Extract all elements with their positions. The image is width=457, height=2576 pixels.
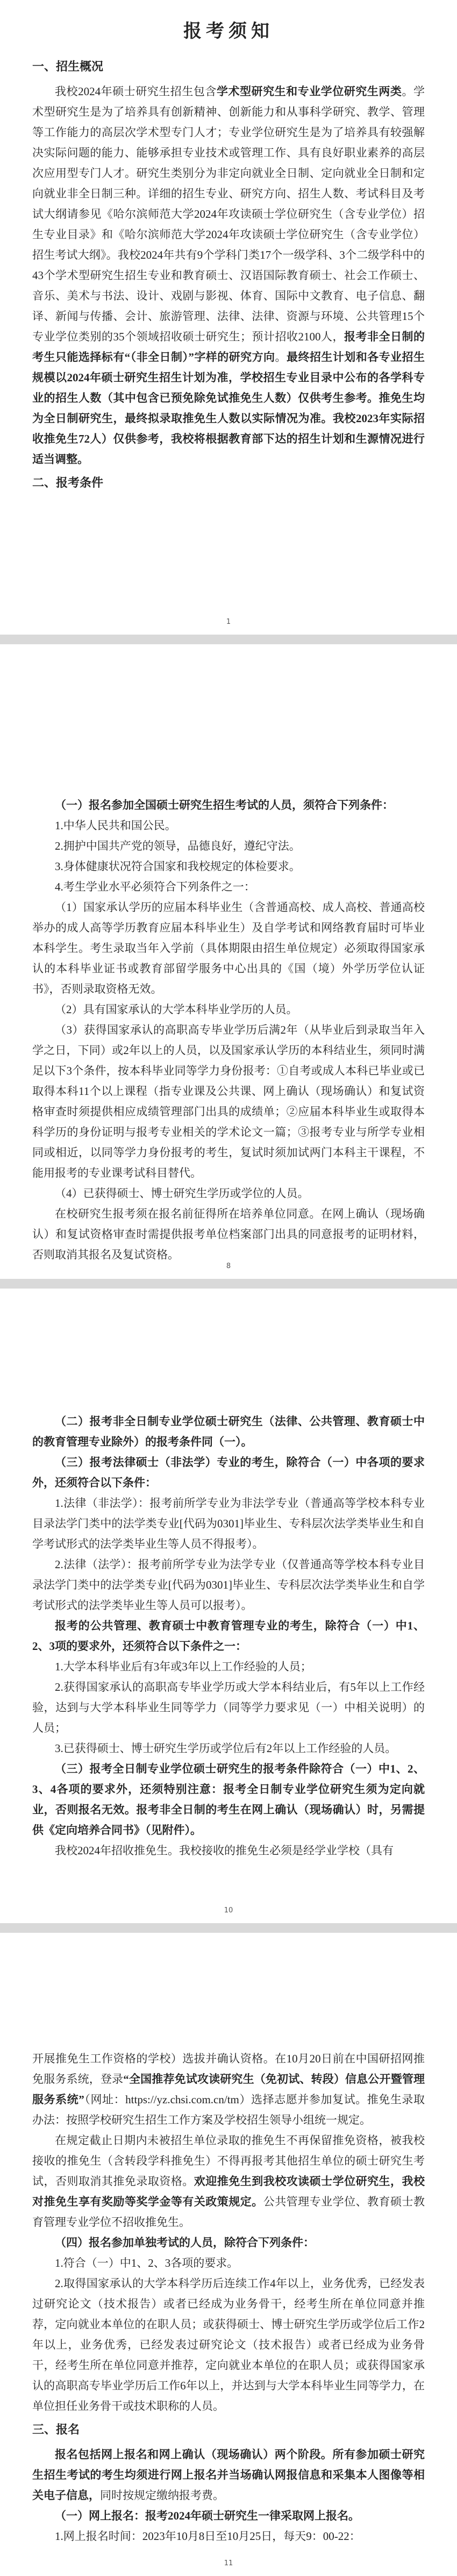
- page-number: 1: [226, 618, 231, 626]
- intro-text-f: 最终招生计划和各专业招生规模以2024年硕士研究生招生计划为准，: [32, 351, 425, 384]
- subheading-independent-exam: （四）报名参加单独考试的人员，除符合下列条件：: [55, 2236, 315, 2249]
- condition-item-2: 2.拥护中国共产党的领导，品德良好，遵纪守法。: [55, 839, 301, 852]
- subheading-online-registration: （一）网上报名：报考2024年硕士研究生一律采取网上报名。: [55, 2509, 360, 2522]
- exemption-continued-paragraph: [32, 2048, 425, 2130]
- cont1-bold-text: “全国推荐免试攻读研究生（免初试、转段）信息公开暨管理服务系统”: [32, 2073, 425, 2106]
- independent-condition-1: 1.符合（一）中1、2、3各项的要求。: [55, 2257, 239, 2269]
- reg-text-c: 同时按规定缴纳报考费。: [100, 2489, 224, 2502]
- condition-paragraph-2: （2）具有国家承认的大学本科毕业学历的人员。: [55, 1003, 298, 1016]
- pm-condition-1: 1.大学本科毕业后有3年或3年以上工作经验的人员；: [55, 1660, 312, 1673]
- cont1-text: 开展推免生工作资格的学校）选拔并确认资格。在10月20日前在中国研招网推免服务系统，登录: [32, 2052, 425, 2086]
- section-heading-registration: 三、报名: [32, 2423, 80, 2437]
- document-page-4: [0, 1933, 457, 2576]
- exemption-paragraph: 我校2024年招收推免生。我校接收的推免生必须是经学业学校（具有: [55, 1844, 394, 1857]
- law-condition-1: 1.法律（非法学）：报考前所学专业为非法学专业（普通高等学校本科专业目录法学门类中的法学类专业[代码为0301]毕业生、专科层次法学类毕业生和自学考试形式的法学类毕业生等人员不得报考）。: [32, 1497, 425, 1550]
- document-page-1: [0, 0, 457, 635]
- document-title: 报考须知: [183, 20, 274, 42]
- page-number: 10: [224, 1906, 233, 1915]
- condition-item-1: 1.中华人民共和国公民。: [55, 819, 176, 832]
- subheading-full-time-professional: （三）报考全日制专业学位硕士研究生的报考条件除符合（一）中1、2、3、4各项的要求外，还须特别注意：报考全日制专业学位研究生须为定向就业，否则报名无效。报考非全日制的考生在网上确认（现场确认）时，另需提供《定向培养合同书》（见附件）。: [32, 1762, 425, 1837]
- condition-paragraph-4: （4）已获得硕士、博士研究生学历或学位的人员。: [55, 1187, 309, 1200]
- intro-text-b: 学术型研究生和专业学位研究生两类: [216, 85, 402, 98]
- condition-paragraph-3: （3）获得国家承认的高职高专毕业学历后满2年（从毕业后到录取当年入学之日，下同）或2年以上的人员，以及国家承认学历的本科结业生，须同时满足以下3个条件，按本科毕业同等学力身份报考：①自考或成人本科已毕业或已取得本科11个以上课程（指专业课及公共课、网上确认（现场确认）和复试资格审查时须提供相应成绩管理部门出具的成绩单；②应届本科毕业生或取得本科学历的身份证明与报考专业相关的学术论文一篇；③报考专业与所学专业相同或相近，以同等学力身份报考的考生，复试时须加试两门本科主干课程，不能用报考的专业课考试科目替代。: [32, 1023, 425, 1179]
- law-condition-2: 2.法律（法学）：报考前所学专业为法学专业（仅普通高等学校本科专业目录法学门类中的法学类专业[代码为0301]毕业生、专科层次法学类毕业生和自学考试形式的法学类毕业生等人员可以报考）。: [32, 1558, 425, 1612]
- intro-text-a: 我校2024年硕士研究生招生包含: [55, 85, 217, 98]
- pm-condition-2: 2.获得国家承认的高职高专毕业学历或大学本科结业后，有5年以上工作经验，达到与大学本科毕业生同等学力（同等学力要求见（一）中相关说明）的人员；: [32, 1681, 425, 1734]
- document-page-3: [0, 1289, 457, 1923]
- intro-text-c: 。学术型研究生是为了培养具有创新精神、创新能力和从事科学研究、教学、管理等工作能力的高层次学术型专门人才；专业学位研究生是为了培养具有较强解决实际问题的能力、能够承担专业技术或管理工作、具有良好职业素养的高层次应用型专门人才。研究生类别分为非定向就业全日制、定向就业全日制和定向就业非全日制三种。详细的招生专业、研究方向、招生人数、考试科目及考试大纲请参见《哈尔滨师范大学2024年攻读硕士学位研究生（含专业学位）招生专业目录》和《哈尔滨师范大学2024年攻读硕士学位研究生（含专业学位）招生考试大纲》。我校2024年共有9个学科门类17个一级学科、3个二级学科中的43个学术型研究生招生专业和教育硕士、汉语国际教育硕士、社会工作硕士、音乐、美术与书法、设计、戏剧与影视、体育、国际中文教育、电子信息、翻译、新闻与传播、会计、旅游管理、法律、法律、资源与环境、公共管理15个专业学位类别的35个领域招收硕士研究生；预计招收2100人，: [32, 85, 425, 343]
- registration-paragraph: [32, 2444, 425, 2506]
- cont1-url-text: （网址：https://yz.chsi.com.cn/tm）选择志愿并参加复试。推免生录取办法：按照学校研究生招生工作方案及学校招生领导小组统一规定。: [32, 2093, 425, 2126]
- condition-paragraph-5: 在校研究生报考须在报名前征得所在培养单位同意。在网上确认（现场确认）和复试资格审查时需提供报考单位档案部门出具的同意报考的证明材料，否则取消其报名及复试资格。: [32, 1207, 425, 1261]
- condition-paragraph-1: （1）国家承认学历的应届本科毕业生（含普通高校、成人高校、普通高校举办的成人高等学历教育应届本科毕业生）及自学考试和网络教育届时可毕业本科学生。考生录取当年入学前（具体期限由招生单位规定）必须取得国家承认的本科毕业证书或教育部留学服务中心出具的《国（境）外学历学位认证书》，否则录取资格无效。: [32, 901, 425, 995]
- independent-condition-2: 2.取得国家承认的大学本科学历后连续工作4年以上，业务优秀，已经发表过研究论文（技术报告）或者已经成为业务骨干，经考生所在单位同意并推荐，定向就业本单位的在职人员；或获得硕士、博士研究生学历或学位后工作2年以上，业务优秀，已经发表过研究论文（技术报告）或者已经成为业务骨干，经考生所在单位同意并推荐，定向就业本单位的在职人员；或获得国家承认的高职高专毕业学历后工作6年以上，并达到与大学本科毕业生同等学力，在单位担任业务骨干或技术职称的人员。: [32, 2277, 425, 2413]
- reg-text-a: 报名包括网上报名和网上确认（现场确认）两个阶段。: [55, 2448, 333, 2461]
- pm-condition-3: 3.已获得硕士、博士研究生学历或学位后有2年以上工作经验的人员。: [55, 1742, 397, 1755]
- subheading-part-time-conditions: （二）报考非全日制专业学位硕士研究生（法律、公共管理、教育硕士中的教育管理专业除外）的报考条件同（一）。: [32, 1415, 425, 1448]
- enrollment-overview-paragraph: [32, 81, 425, 469]
- intro-text-e: 。: [275, 351, 287, 364]
- section-heading-enrollment-overview: 一、招生概况: [32, 60, 104, 74]
- document-page-2: [0, 644, 457, 1279]
- cont2-bold-text: 欢迎推免生到我校攻读硕士学位研究生，我校对推免生享有奖励等奖学金等有关政策规定。: [32, 2175, 425, 2208]
- section-heading-eligibility: 二、报考条件: [32, 476, 104, 490]
- cont2-text: 在规定截止日期内未被招生单位录取的推免生不再保留推免资格，被我校接收的推免生（含转段学科推免生）不得再报考其他招生单位的硕士研究生考试，否则取消其推免录取资格。: [32, 2134, 425, 2188]
- subheading-public-management-conditions: 报考的公共管理、教育硕士中教育管理专业的考生，除符合（一）中1、2、3项的要求外，还须符合以下条件之一：: [32, 1619, 425, 1653]
- cont2-tail-text: 公共管理专业学位、教育硕士教育管理专业学位不招收推免生。: [32, 2195, 425, 2229]
- subheading-national-exam-conditions: （一）报名参加全国硕士研究生招生考试的人员，须符合下列条件：: [55, 799, 394, 812]
- condition-item-3: 3.身体健康状况符合国家和我校规定的体检要求。: [55, 860, 301, 873]
- condition-item-4: 4.考生学业水平必须符合下列条件之一：: [55, 880, 255, 893]
- reg-text-b: 所有参加硕士研究生招生考试的考生均须进行网上报名并当场确认网报信息和采集本人图像等相关电子信息，: [32, 2448, 425, 2502]
- exemption-deadline-paragraph: [32, 2130, 425, 2232]
- page-number: 11: [224, 2559, 233, 2567]
- intro-text-g: 学校招生专业目录中公布的各学科专业的招生人数（其中包含已预免除免试推免生人数）仅供考生参考。推免生均为全日制研究生，最终拟录取推免生人数以实际情况为准。我校2023年实际招收推免生72人）仅供参考，: [32, 371, 425, 445]
- intro-text-h: 我校将根据教育部下达的招生计划和生源情况进行适当调整。: [32, 432, 425, 466]
- page-number: 8: [226, 1262, 231, 1270]
- intro-text-d: 报考非全日制的考生只能选择标有“（非全日制）”字样的研究方向: [32, 330, 425, 364]
- online-registration-time: 1.网上报名时间：2023年10月8日至10月25日，每天9：00-22：: [55, 2530, 361, 2543]
- subheading-law-conditions: （三）报考法律硕士（非法学）专业的考生，除符合（一）中各项的要求外，还须符合以下条件：: [32, 1456, 425, 1489]
